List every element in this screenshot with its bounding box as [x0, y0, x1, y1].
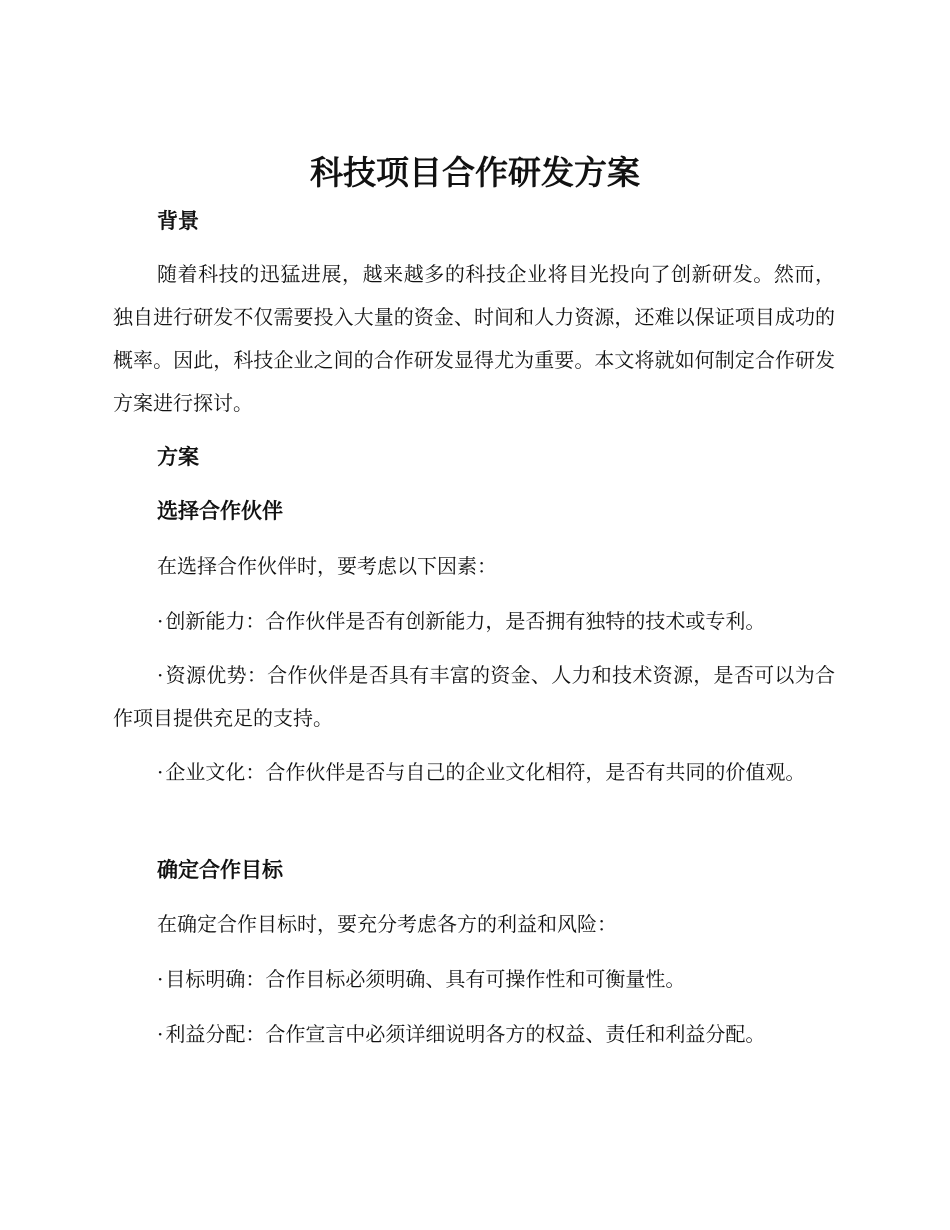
bullet-goal-1	[113, 958, 835, 1001]
bullet-dot: ·	[157, 967, 164, 991]
bullet-text: 目标明确：合作目标必须明确、具有可操作性和可衡量性。	[165, 967, 686, 991]
bullet-partner-1	[113, 600, 835, 643]
bullet-partner-3	[113, 751, 835, 794]
bullet-text: 创新能力：合作伙伴是否有创新能力，是否拥有独特的技术或专利。	[165, 609, 766, 633]
bullet-goal-2	[113, 1013, 835, 1056]
heading-goal: 确定合作目标	[157, 858, 283, 882]
bullet-text: 资源优势：合作伙伴是否具有丰富的资金、人力和技术资源，是否可以为合作项目提供充足的支持。	[113, 663, 835, 730]
bullet-text: 企业文化：合作伙伴是否与自己的企业文化相符，是否有共同的价值观。	[165, 760, 806, 784]
bullet-partner-2	[113, 654, 835, 740]
bullet-dot: ·	[157, 1022, 164, 1046]
bullet-dot: ·	[157, 663, 164, 687]
paragraph-background: 随着科技的迅猛进展，越来越多的科技企业将目光投向了创新研发。然而，独自进行研发不仅需要投入大量的资金、时间和人力资源，还难以保证项目成功的概率。因此，科技企业之间的合作研发显得尤为重要。本文将就如何制定合作研发方案进行探讨。	[113, 262, 835, 415]
heading-background: 背景	[157, 209, 199, 233]
paragraph-partner-intro: 在选择合作伙伴时，要考虑以下因素：	[157, 554, 497, 578]
bullet-dot: ·	[157, 760, 164, 784]
bullet-text: 利益分配：合作宣言中必须详细说明各方的权益、责任和利益分配。	[165, 1022, 766, 1046]
paragraph-goal-intro: 在确定合作目标时，要充分考虑各方的利益和风险：	[157, 912, 617, 936]
heading-plan: 方案	[157, 445, 199, 469]
bullet-dot: ·	[157, 609, 164, 633]
heading-partner: 选择合作伙伴	[157, 499, 283, 523]
document-title: 科技项目合作研发方案	[310, 153, 640, 192]
